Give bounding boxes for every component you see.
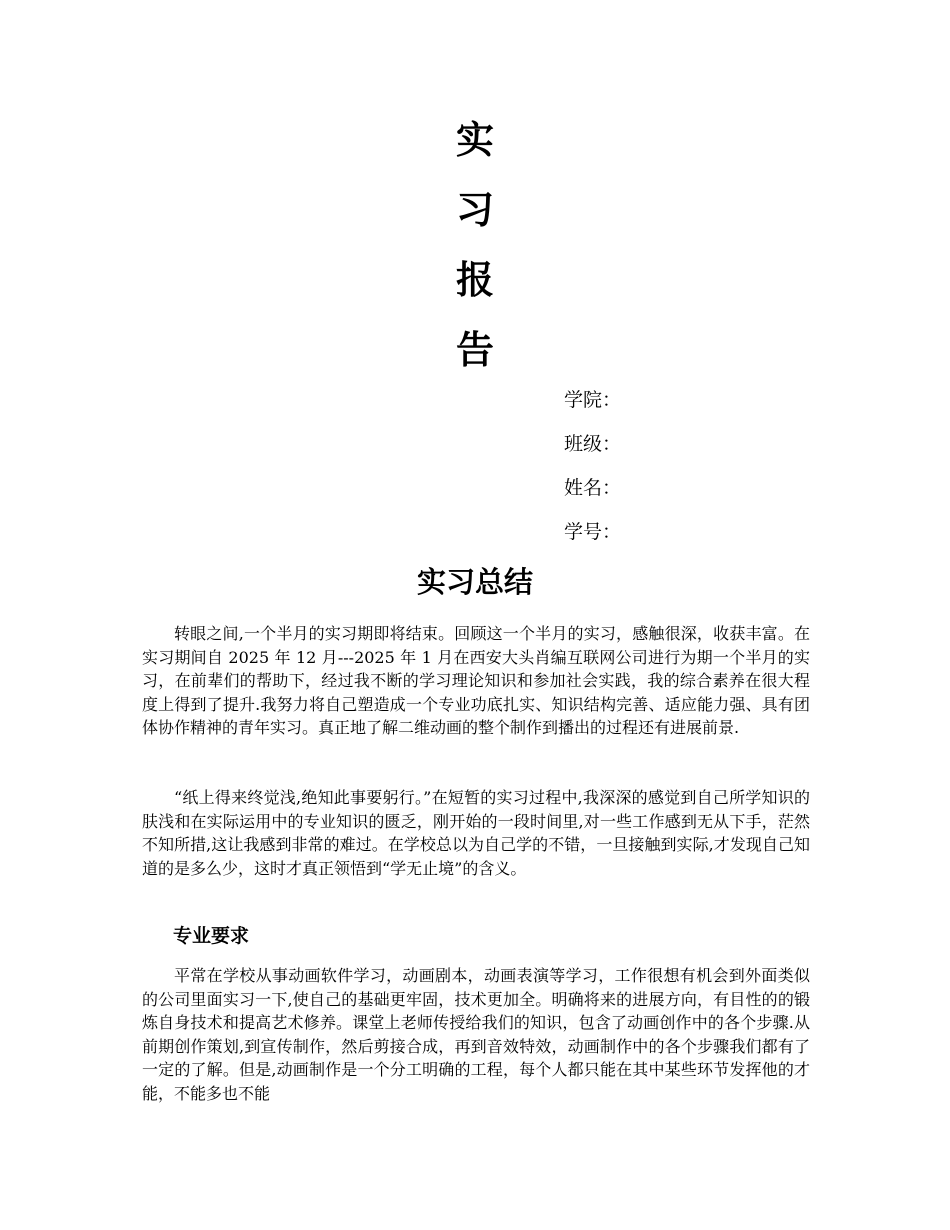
section-heading: 专业要求 (173, 925, 250, 947)
cover-title-char: 习 (455, 188, 494, 232)
body-paragraph: 转眼之间,一个半月的实习期即将结束。回顾这一个半月的实习，感触很深，收获丰富。在实习期间自 2025 年 12 月---2025 年 1 月在西安大头肖编互联网公司进行为期一个半月的实习，在前辈们的帮助下，经过我不断的学习理论知识和参加社会实践，我的综合素养在很大程度上得到了提升.我努力将自己塑造成一个专业功底扎实、知识结构完善、适应能力强、具有团体协作精神的青年实习。真正地了解二维动画的整个制作到播出的过程还有进展前景. (142, 624, 810, 737)
class-label: 班级： (564, 433, 622, 455)
summary-title: 实习总结 (416, 565, 533, 599)
student-id-label: 学号： (564, 521, 622, 543)
cover-title (440, 112, 510, 392)
section-paragraph: 平常在学校从事动画软件学习，动画剧本，动画表演等学习，工作很想有机会到外面类似的公司里面实习一下,使自己的基础更牢固，技术更加全。明确将来的进展方向，有目性的的锻炼自身技术和提高艺术修养。课堂上老师传授给我们的知识，包含了动画创作中的各个步骤.从前期创作策划,到宣传制作，然后剪接合成，再到音效特效，动画制作中的各个步骤我们都有了一定的了解。但是,动画制作是一个分工明确的工程，每个人都只能在其中某些环节发挥他的才能，不能多也不能 (142, 966, 810, 1103)
college-label: 学院： (564, 389, 622, 411)
cover-title-char: 告 (455, 328, 494, 372)
name-label: 姓名： (564, 477, 622, 499)
cover-title-char: 报 (455, 258, 494, 302)
body-paragraph: “纸上得来终觉浅,绝知此事要躬行。”在短暂的实习过程中,我深深的感觉到自己所学知识的肤浅和在实际运用中的专业知识的匮乏，刚开始的一段时间里,对一些工作感到无从下手，茫然不知所措,这让我感到非常的难过。在学校总以为自己学的不错，一旦接触到实际,才发现自己知道的是多么少，这时才真正领悟到“学无止境”的含义。 (142, 788, 810, 878)
student-info-block (564, 382, 621, 558)
cover-title-char: 实 (455, 118, 494, 162)
